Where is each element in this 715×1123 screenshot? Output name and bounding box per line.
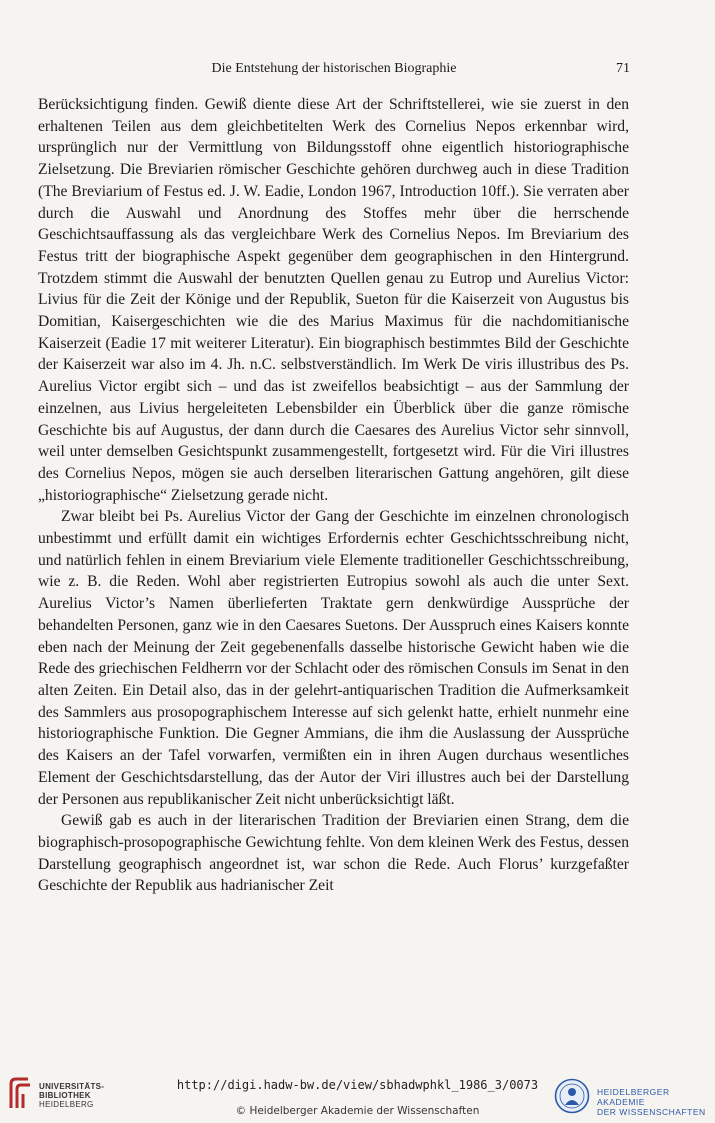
running-head [38,59,630,79]
paragraph: Zwar bleibt bei Ps. Aurelius Victor der Gang der Geschichte im einzelnen chronologisch unbestimmt und erfüllt damit ein wichtiges Erfordernis echter Geschichtsschreibung nicht, und natürlich fehlen in einem Breviarium viele Elemente traditioneller Geschichtsschreibung, wie z. B. die Reden. Wohl aber registrierten Eutropius sowohl als auch die unter Sext. Aurelius Victor’s Namen überlieferten Traktate gern denkwürdige Aussprüche der behandelten Personen, ganz wie in den Caesares Suetons. Der Ausspruch eines Kaisers konnte eben nach der Meinung der Zeit gegebenenfalls dasselbe historische Gewicht haben wie die Rede des griechischen Feldherrn vor der Schlacht oder des römischen Consuls im Senat in den alten Zeiten. Ein Detail also, das in der gelehrt-antiquarischen Tradition die Aufmerksamkeit des Sammlers aus prosopographischem Interesse auf sich gelenkt hatte, erhielt nunmehr eine historiographische Funktion. Die Gegner Ammians, die ihm die Auslassung der Aussprüche des Kaisers an der Tafel vorwarfen, vermißten ein in ihren Augen durchaus wesentliches Element der Geschichtsdarstellung, das der Autor der Viri illustres auch bei der Darstellung der Personen aus republikanischer Zeit nicht unberücksichtigt läßt. [38,508,629,808]
library-name-line: HEIDELBERG [39,1100,94,1109]
copyright-notice: © Heidelberger Akademie der Wissenschaften [235,1105,480,1117]
academy-name [597,1087,715,1117]
academy-name-line: DER WISSENSCHAFTEN [597,1107,706,1117]
library-name-line: UNIVERSITÄTS- [39,1082,105,1091]
body-text [38,94,629,897]
page-number: 71 [616,61,630,76]
running-title: Die Entstehung der historischen Biographie [211,61,457,76]
library-name-line: BIBLIOTHEK [39,1091,91,1100]
digitization-footer [0,1066,715,1123]
academy-seal-icon [554,1078,590,1114]
academy-name-line: HEIDELBERGER AKADEMIE [597,1087,670,1107]
paragraph: Berücksichtigung finden. Gewiß diente diese Art der Schriftstellerei, wie sie zuerst in den erhaltenen Teilen aus dem gleichbetitelten Werk des Cornelius Nepos erkennbar wird, ursprünglich nur der Vermittlung von Bildungsstoff ohne eigentlich historiographische Zielsetzung. Die Breviarien römischer Geschichte gehören durchweg auch in diese Tradition (The Breviarium of Festus ed. J. W. Eadie, London 1967, Introduction 10ff.). Sie verraten aber durch die Auswahl und Anordnung des Stoffes mehr über die herrschende Geschichtsauffassung als das vergleichbare Werk des Cornelius Nepos. Im Breviarium des Festus tritt der biographische Aspekt gegenüber dem geographischen in den Hintergrund. Trotzdem stimmt die Auswahl der benutzten Quellen genau zu Eutrop und Aurelius Victor: Livius für die Zeit der Könige und der Republik, Sueton für die Kaiserzeit von Augustus bis Domitian, Kaisergeschichten wie die des Marius Maximus für die nachdomitianische Kaiserzeit (Eadie 17 mit weiterer Literatur). Ein biographisch bestimmtes Bild der Geschichte der Kaiserzeit war also im 4. Jh. n.C. selbstverständlich. Im Werk De viris illustribus des Ps. Aurelius Victor ergibt sich – und das ist zweifellos beabsichtigt – aus der Sammlung der einzelnen, aus Livius hergeleiteten Lebensbilder ein Überblick über die ganze römische Geschichte bis auf Augustus, der dann durch die Caesares des Aurelius Victor sehr sinnvoll, weil unter demselben Gesichtspunkt zusammengestellt, fortgesetzt wird. Für die Viri illustres des Cornelius Nepos, mögen sie auch derselben literarischen Gattung angehören, gilt diese „historiographische“ Zielsetzung gerade nicht. [38,96,629,504]
paragraph: Gewiß gab es auch in der literarischen Tradition der Breviarien einen Strang, dem die biographisch-prosopographische Gewichtung fehlte. Von dem kleinen Werk des Festus, dessen Darstellung geographisch angeordnet ist, war schon die Rede. Auch Florus’ kurzgefaßter Geschichte der Republik aus hadrianischer Zeit [38,812,629,895]
source-url-link[interactable]: http://digi.hadw-bw.de/view/sbhadwphkl_1986_3/0073 [176,1078,539,1092]
